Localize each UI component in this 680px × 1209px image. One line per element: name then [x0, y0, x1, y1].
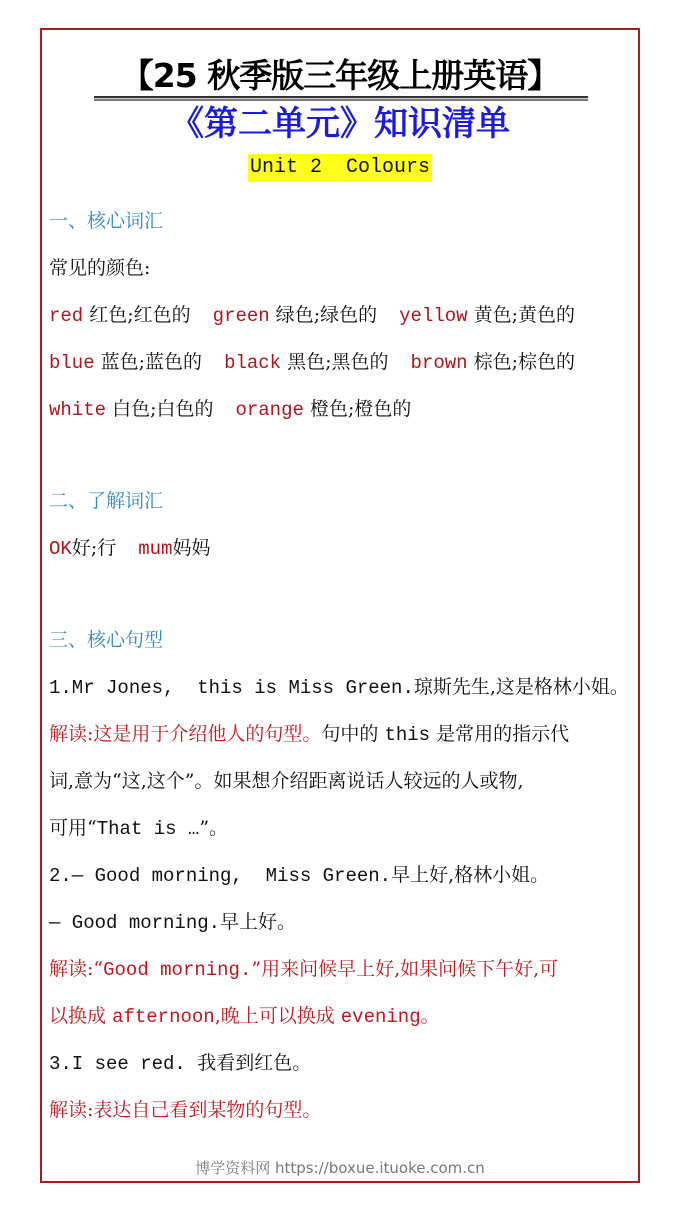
sentence-2-note: [49, 946, 630, 993]
note-text: 是常用的指示代: [436, 723, 570, 745]
sentence-chinese: 早上好,格林小姐。: [391, 864, 550, 886]
sentence-chinese: 早上好。: [220, 911, 297, 933]
page-frame: [40, 28, 640, 1183]
vocab-word: blue: [49, 352, 95, 374]
sentence-3: [49, 1040, 630, 1087]
watermark-footer: 博学资料网 https://boxue.ituoke.com.cn: [195, 1159, 485, 1177]
sentence-2-reply: [49, 899, 630, 946]
vocab-meaning: 妈妈: [172, 537, 211, 559]
vocab-word: orange: [235, 399, 304, 421]
note-keyword: afternoon: [112, 1006, 215, 1028]
note-keyword: Good morning.: [103, 959, 252, 981]
vocab-meaning: 蓝色;蓝色的: [100, 351, 203, 373]
vocab-row: [49, 339, 630, 386]
note-text: 可用“: [49, 817, 97, 839]
note-keyword: That is …: [96, 818, 200, 840]
sentence-1-note: [49, 711, 630, 758]
vocab-row: [49, 525, 630, 572]
vocab-meaning: 白色;白色的: [112, 398, 214, 420]
sentence-english: 1.Mr Jones, this is Miss Green.: [49, 677, 414, 699]
section-heading-core-vocab: 一、核心词汇: [49, 210, 164, 232]
sentence-3-note: 解读:表达自己看到某物的句型。: [49, 1099, 322, 1121]
vocab-word: mum: [138, 538, 173, 560]
unit-label-highlighted: Unit 2 Colours: [248, 154, 432, 182]
vocab-meaning: 好;行: [71, 537, 117, 559]
sentence-1-note-cont: 词,意为“这,这个”。如果想介绍距离说话人较远的人或物,: [49, 770, 524, 792]
title-double-rule: [94, 96, 588, 101]
document-title: 【25 秋季版三年级上册英语】: [120, 56, 560, 95]
note-text: 句中的: [321, 723, 379, 745]
note-text: ,晚上可以换成: [214, 1005, 335, 1027]
sentence-2-note-cont: [49, 993, 630, 1040]
vocab-meaning: 黄色;黄色的: [473, 304, 576, 326]
section-heading-sentences: 三、核心句型: [49, 629, 164, 651]
vocab-intro: 常见的颜色:: [49, 257, 151, 279]
spacer: [49, 433, 630, 478]
vocab-meaning: 红色;红色的: [89, 304, 191, 326]
vocab-word: green: [212, 305, 270, 327]
section-heading-extra-vocab: 二、了解词汇: [49, 490, 164, 512]
note-text: 。: [420, 1005, 440, 1027]
vocab-meaning: 橙色;橙色的: [309, 398, 412, 420]
sentence-english: — Good morning.: [49, 912, 221, 934]
note-keyword: this: [384, 724, 431, 746]
sentence-english: 3.I see red.: [49, 1053, 198, 1075]
vocab-meaning: 棕色;棕色的: [473, 351, 575, 373]
spacer: [49, 572, 630, 617]
vocab-meaning: 黑色;黑色的: [287, 351, 389, 373]
vocab-word: OK: [49, 538, 72, 560]
sentence-chinese: 琼斯先生,这是格林小姐。: [413, 676, 629, 698]
note-label: 解读:这是用于介绍他人的句型。: [49, 723, 322, 745]
vocab-word: white: [49, 399, 107, 421]
document-subtitle: 《第二单元》知识清单: [170, 104, 510, 144]
note-text: 以换成: [49, 1005, 107, 1027]
vocab-row: [49, 386, 630, 433]
vocab-word: black: [224, 352, 282, 374]
vocab-word: yellow: [399, 305, 468, 327]
vocab-meaning: 绿色;绿色的: [275, 304, 378, 326]
vocab-word: brown: [410, 352, 468, 374]
sentence-english: 2.— Good morning, Miss Green.: [49, 865, 392, 887]
note-text: ”。: [199, 817, 229, 839]
note-text: 解读:“: [49, 958, 104, 980]
vocab-word: red: [49, 305, 84, 327]
document-body: [49, 198, 630, 1134]
sentence-2: [49, 852, 630, 899]
note-keyword: evening: [340, 1006, 421, 1028]
sentence-1-note-cont: [49, 805, 630, 852]
note-text: ”用来问候早上好,如果问候下午好,可: [251, 958, 559, 980]
sentence-1: [49, 664, 630, 711]
sentence-chinese: 我看到红色。: [197, 1052, 312, 1074]
vocab-row: [49, 292, 630, 339]
